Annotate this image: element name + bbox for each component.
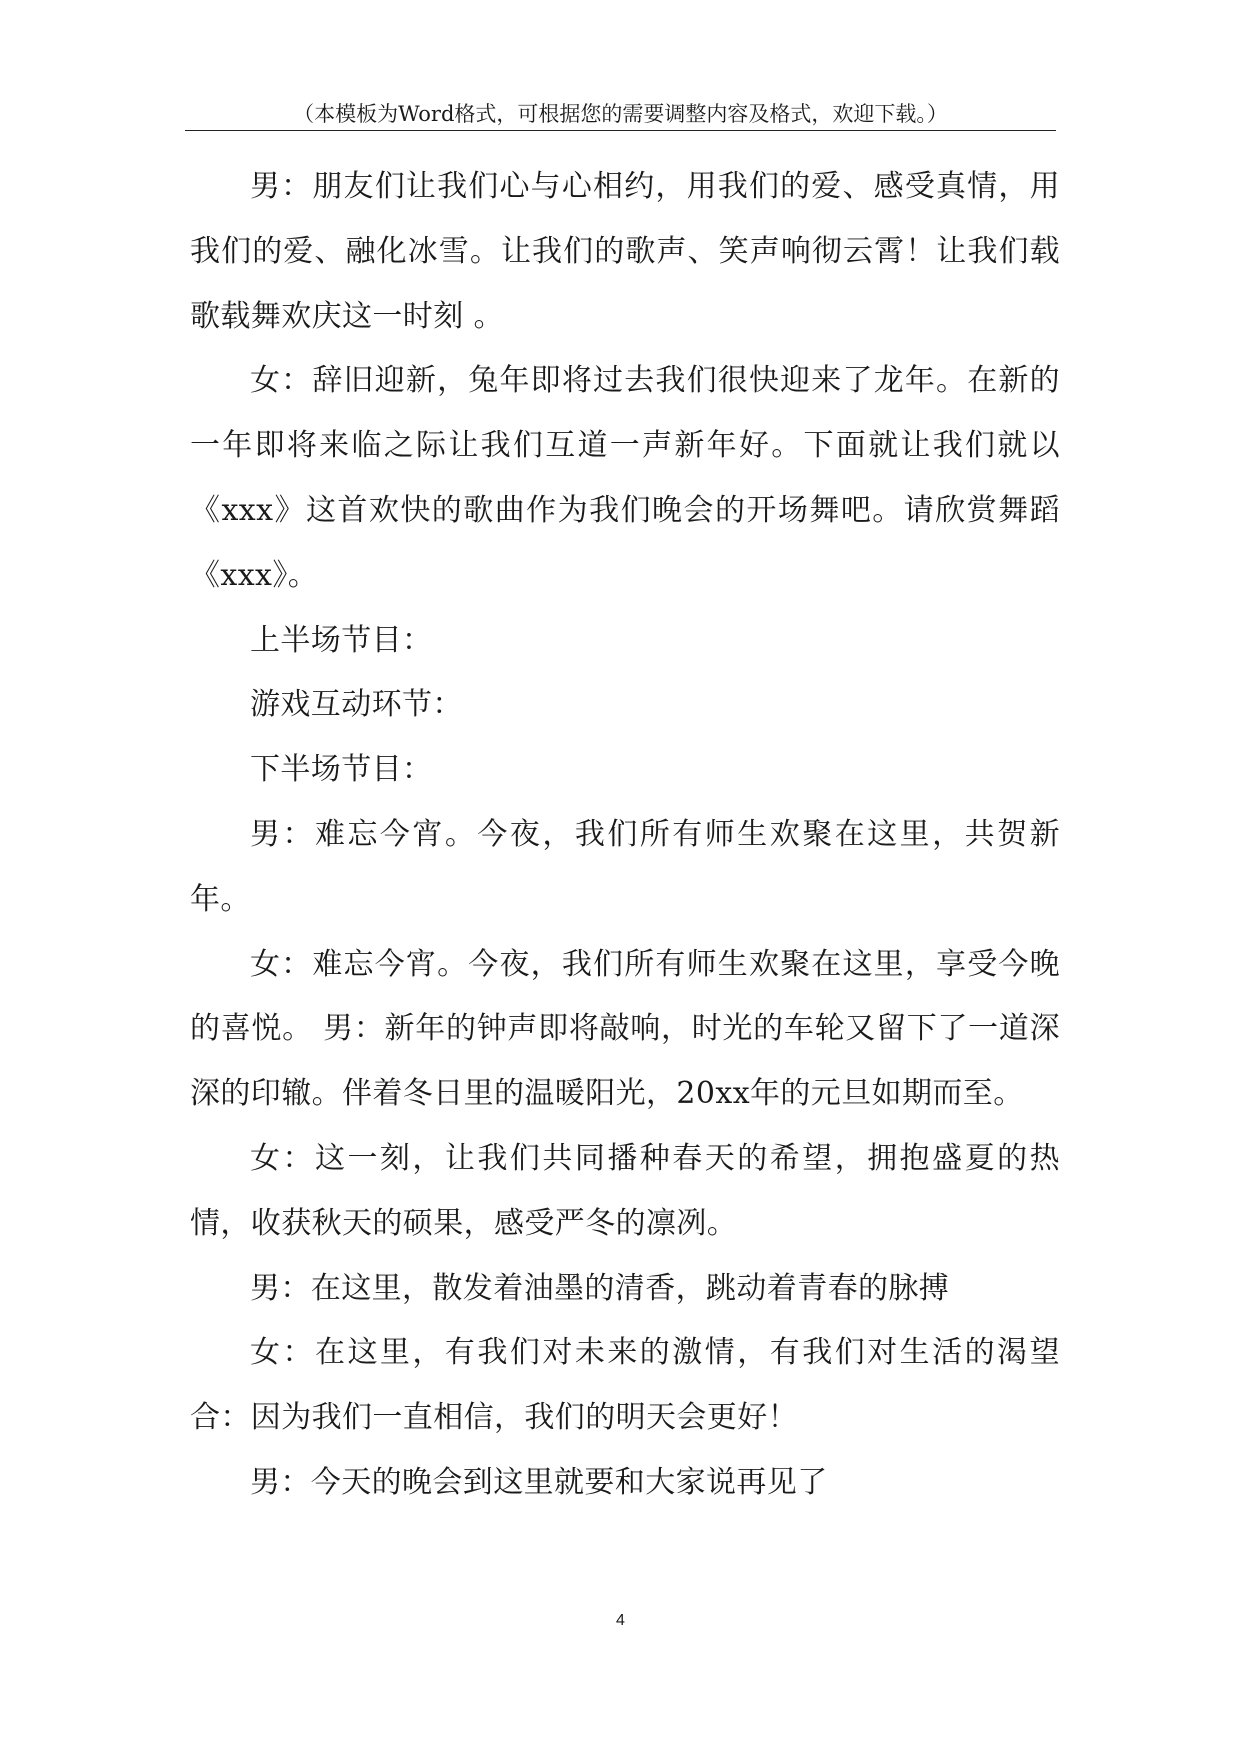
paragraph-6: 男：难忘今宵。今夜，我们所有师生欢聚在这里，共贺新年。 [190, 816, 1060, 917]
paragraph-8: 女：这一刻，让我们共同播种春天的希望，拥抱盛夏的热情，收获秋天的硕果，感受严冬的凛冽。 [190, 1140, 1060, 1241]
paragraph-10: 女：在这里，有我们对未来的激情，有我们对生活的渴望 合：因为我们一直相信，我们的明天会更好！ [190, 1335, 1060, 1436]
paragraph-4: 游戏互动环节： [250, 687, 463, 723]
template-notice: （本模板为Word格式，可根据您的需要调整内容及格式，欢迎下载。） [293, 102, 948, 126]
page-number: 4 [616, 1612, 625, 1629]
paragraph-2: 女：辞旧迎新，兔年即将过去我们很快迎来了龙年。在新的一年即将来临之际让我们互道一声新年好。下面就让我们就以《xxx》这首欢快的歌曲作为我们晚会的开场舞吧。请欣赏舞蹈《xxx》。 [190, 363, 1060, 593]
header-divider [185, 130, 1056, 131]
paragraph-1: 男：朋友们让我们心与心相约，用我们的爱、感受真情，用我们的爱、融化冰雪。让我们的歌声、笑声响彻云霄！让我们载歌载舞欢庆这一时刻 。 [190, 169, 1060, 334]
paragraph-9: 男：在这里，散发着油墨的清香，跳动着青春的脉搏 [250, 1270, 950, 1306]
document-body [190, 155, 1060, 1516]
paragraph-11: 男：今天的晚会到这里就要和大家说再见了 [250, 1464, 828, 1500]
paragraph-7: 女：难忘今宵。今夜，我们所有师生欢聚在这里，享受今晚的喜悦。 男：新年的钟声即将敲响，时光的车轮又留下了一道深深的印辙。伴着冬日里的温暖阳光，20xx年的元旦如期而至。 [190, 946, 1060, 1112]
paragraph-3: 上半场节目： [250, 622, 433, 658]
paragraph-5: 下半场节目： [250, 752, 433, 788]
